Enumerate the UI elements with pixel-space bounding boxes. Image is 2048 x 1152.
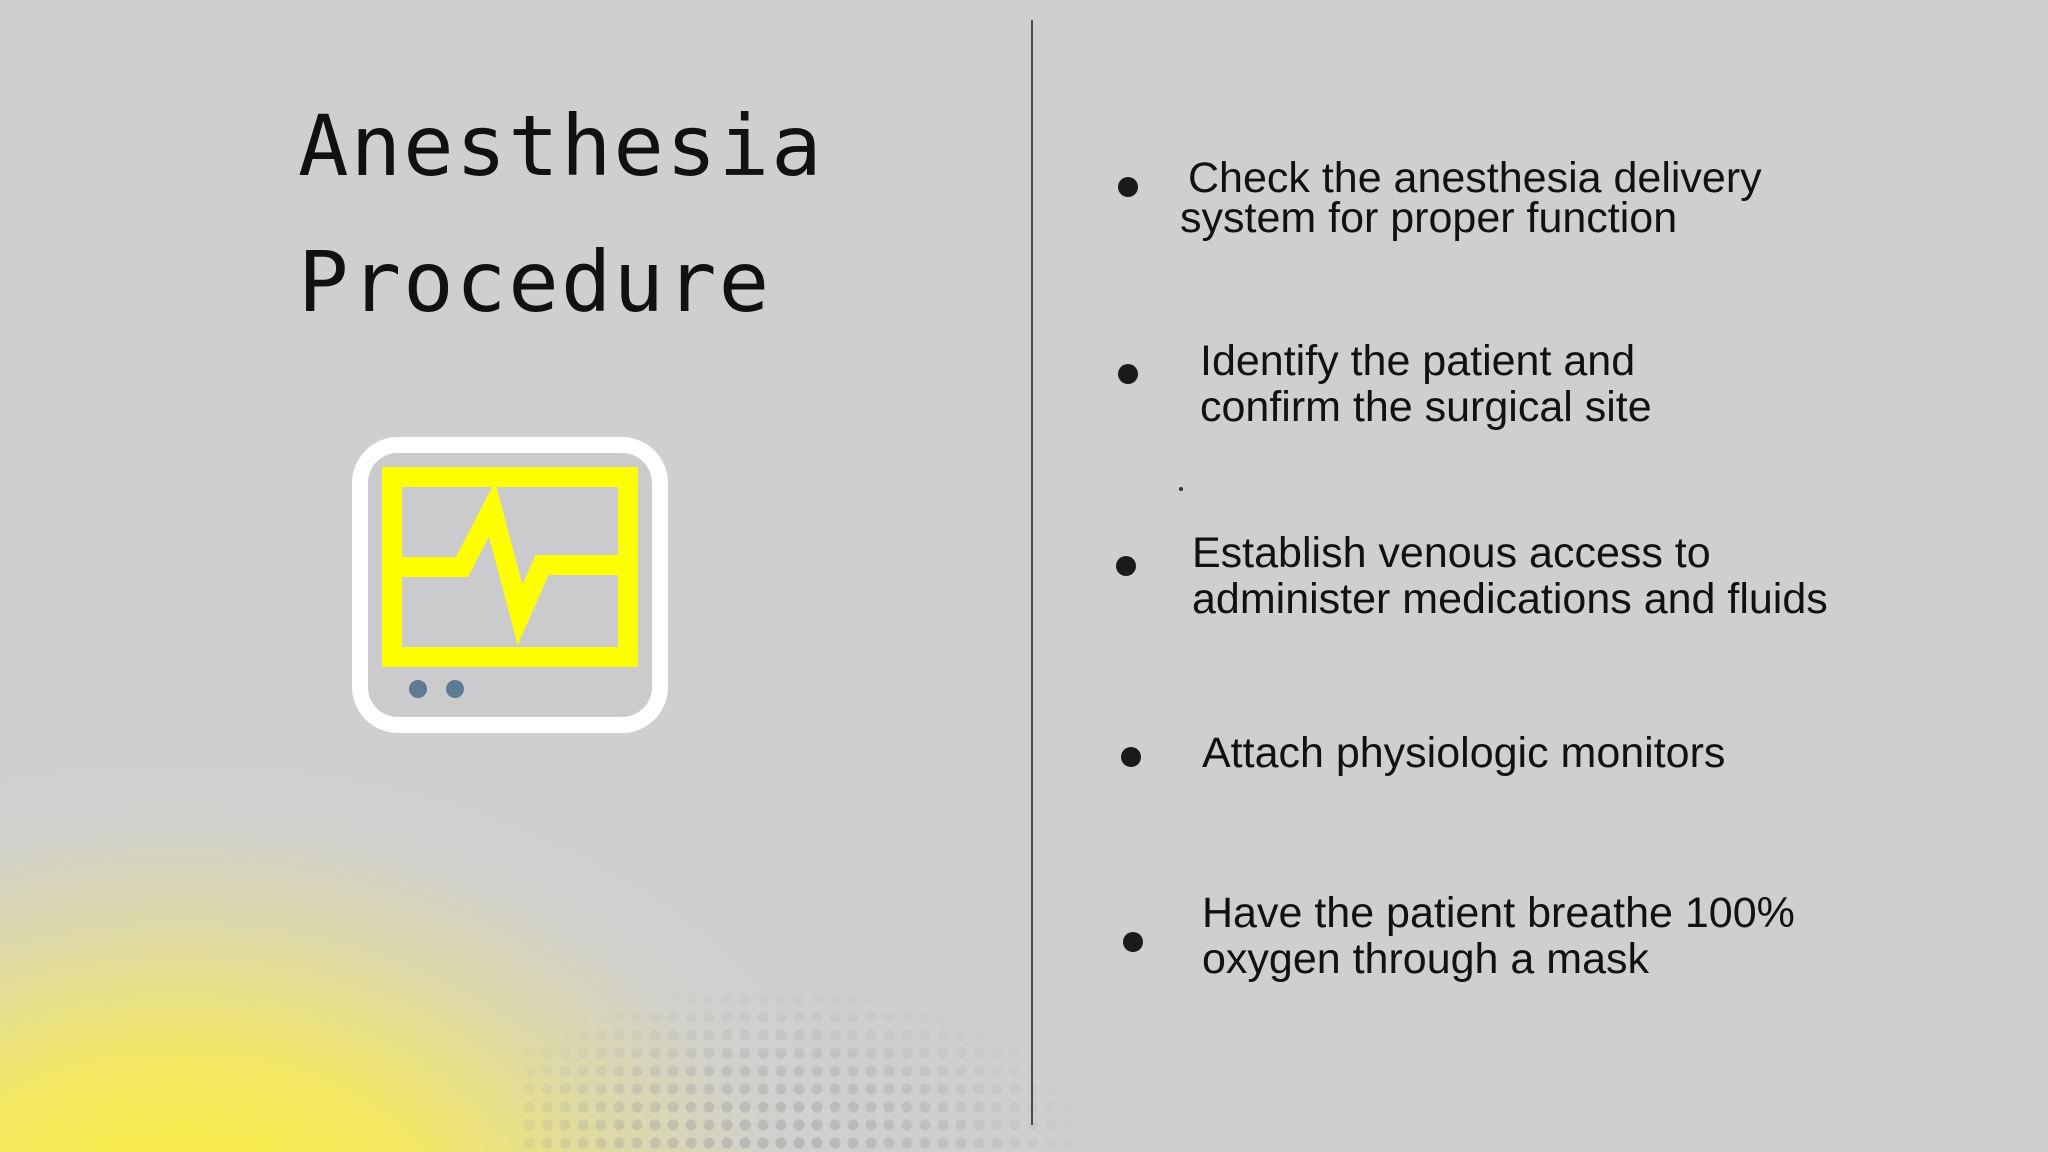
bullet-dot (1121, 747, 1141, 767)
bullet-5-line-1: Have the patient breathe 100% (1202, 889, 1795, 937)
bullet-dot (1118, 364, 1138, 384)
slide-title (298, 78, 824, 350)
bullet-4-line-1: Attach physiologic monitors (1202, 729, 1726, 777)
bullet-2-line-2: confirm the surgical site (1200, 383, 1652, 431)
bullet-1-line-2: system for proper function (1180, 194, 1678, 242)
bullet-3-line-2: administer medications and fluids (1192, 575, 1828, 623)
patient-monitor-icon (352, 437, 668, 733)
bullet-dot (1123, 932, 1143, 952)
vertical-divider (1031, 20, 1033, 1125)
bullet-1-line-1: Check the anesthesia delivery (1188, 154, 1762, 202)
slide-title-line-2: Procedure (298, 233, 772, 331)
indicator-dot-1 (409, 680, 427, 698)
bullet-3-line-1: Establish venous access to (1192, 529, 1711, 577)
bullet-list (1108, 0, 2008, 1152)
bullet-dot (1118, 177, 1138, 197)
bullet-5-line-2: oxygen through a mask (1202, 935, 1649, 983)
bullet-2-line-1: Identify the patient and (1200, 337, 1636, 385)
halftone-dots-decoration (520, 990, 1080, 1152)
indicator-dot-2 (446, 680, 464, 698)
slide-title-line-1: Anesthesia (298, 97, 824, 195)
bullet-dot (1116, 556, 1136, 576)
